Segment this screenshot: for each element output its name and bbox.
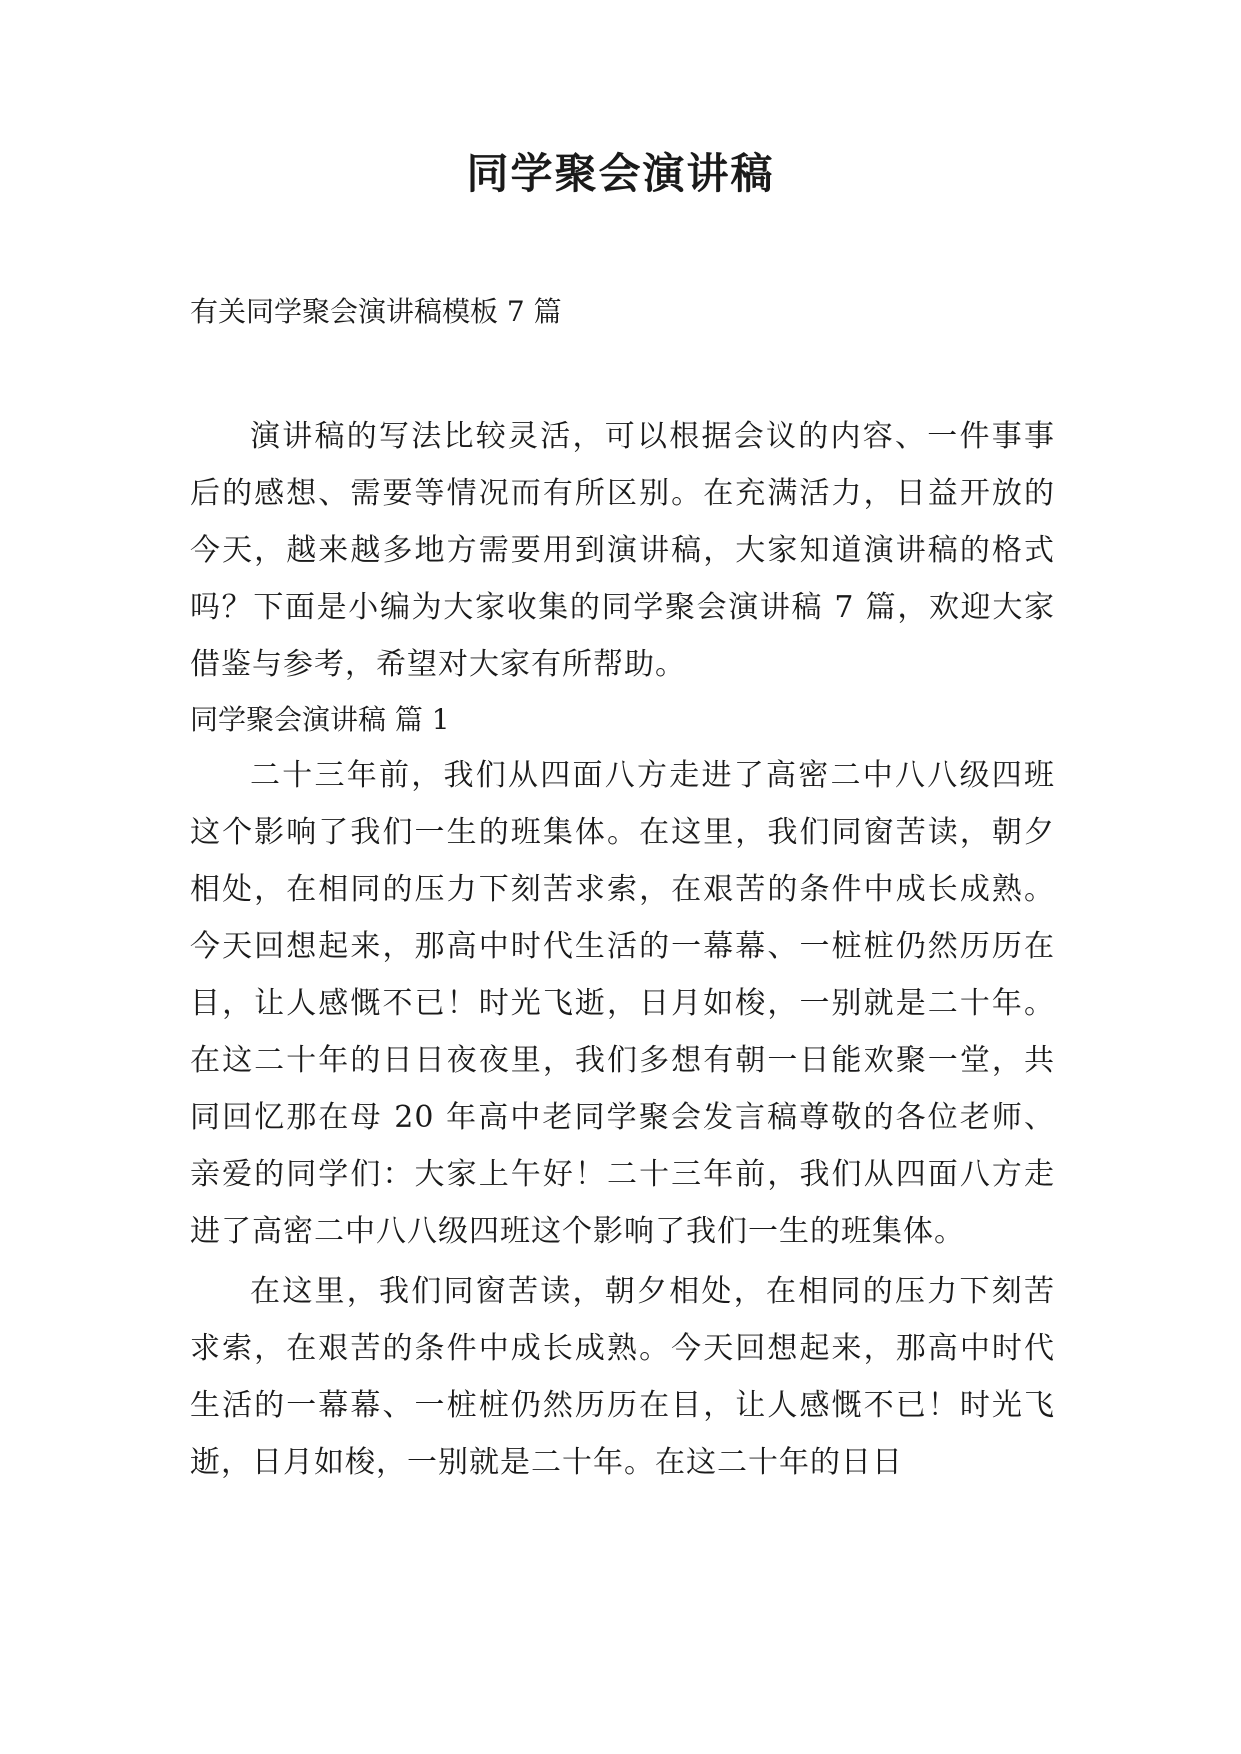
body-paragraph: 二十三年前，我们从四面八方走进了高密二中八八级四班这个影响了我们一生的班集体。在这里，我们同窗苦读，朝夕相处，在相同的压力下刻苦求索，在艰苦的条件中成长成熟。今天回想起来，那高中时代生活的一幕幕、一桩桩仍然历历在目，让人感慨不已！时光飞逝，日月如梭，一别就是二十年。在这二十年的日日夜夜里，我们多想有朝一日能欢聚一堂，共同回忆那在母 20 年高中老同学聚会发言稿尊敬的各位老师、亲爱的同学们：大家上午好！二十三年前，我们从四面八方走进了高密二中八八级四班这个影响了我们一生的班集体。 [190,758,1055,1249]
document-subtitle: 有关同学聚会演讲稿模板 7 篇 [190,295,562,328]
document-title: 同学聚会演讲稿 [466,149,775,198]
body-paragraph: 在这里，我们同窗苦读，朝夕相处，在相同的压力下刻苦求索，在艰苦的条件中成长成熟。今天回想起来，那高中时代生活的一幕幕、一桩桩仍然历历在目，让人感慨不已！时光飞逝，日月如梭，一别就是二十年。在这二十年的日日 [190,1274,1055,1480]
section-heading: 同学聚会演讲稿 篇 1 [190,703,450,736]
document-body [190,408,1055,1491]
intro-paragraph: 演讲稿的写法比较灵活，可以根据会议的内容、一件事事后的感想、需要等情况而有所区别。在充满活力，日益开放的今天，越来越多地方需要用到演讲稿，大家知道演讲稿的格式吗？下面是小编为大家收集的同学聚会演讲稿 7 篇，欢迎大家借鉴与参考，希望对大家有所帮助。 [190,419,1055,682]
